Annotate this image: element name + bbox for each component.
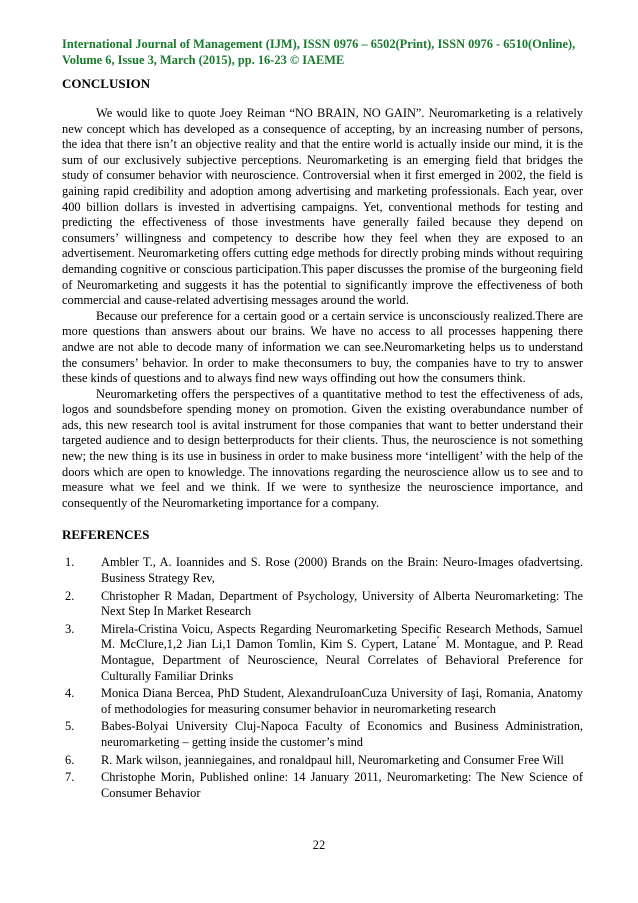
reference-number: 7.	[65, 770, 75, 785]
conclusion-paragraph-3: Neuromarketing offers the perspectives of a quantitative method to test the effectiveness of ads, logos and soundsbefore spending money on promotion. Given the existing overabundance number of ads, this new research tool is avital instrument for those companies that want to better understand their targeted audience and to design betterproducts for their clients. Thus, the neuroscience is not something new; the new thing is its use in business in order to make business more ‘intelligent’ with the help of the doors which are open to knowledge. The innovations regarding the neuroscience allow us to see and to measure what we feel and we think. If we were to synthesize the neuroscience importance, and consequently of the Neuromarketing importance for a company.	[62, 386, 583, 510]
reference-text: Monica Diana Bercea, PhD Student, AlexandruIoanCuza University of Iaşi, Romania, Anatomy of methodologies for measuring consumer behavior in neuromarketing research	[101, 686, 583, 716]
reference-text: R. Mark wilson, jeanniegaines, and ronaldpaul hill, Neuromarketing and Consumer Free Will	[101, 752, 564, 767]
reference-item	[62, 589, 583, 620]
page-number: 22	[312, 838, 326, 852]
journal-header	[62, 36, 583, 68]
reference-text: Christophe Morin, Published online: 14 January 2011, Neuromarketing: The New Science of Consumer Behavior	[101, 770, 583, 800]
reference-number: 4.	[65, 686, 75, 701]
reference-item	[62, 753, 583, 769]
references-heading: REFERENCES	[62, 527, 150, 543]
reference-item	[62, 686, 583, 717]
reference-number: 6.	[65, 752, 75, 767]
reference-number: 2.	[65, 588, 75, 603]
reference-text: Babes-Bolyai University Cluj-Napoca Faculty of Economics and Business Administration, neuromarketing – getting inside the customer’s mind	[101, 719, 583, 749]
conclusion-paragraph-2: Because our preference for a certain good or a certain service is unconsciously realized.There are more questions than answers about our brains. We have no access to all processes happening there andwe are not able to decode many of information we can see.Neuromarketing helps us to understand the consumers’ behavior. In order to make theconsumers to buy, the companies have to try to answer these kinds of questions and to always find new ways offinding out how the consumers think.	[62, 308, 583, 386]
reference-text: Christopher R Madan, Department of Psychology, University of Alberta Neuromarketing: The Next Step In Market Research	[101, 588, 583, 619]
conclusion-paragraph-1: We would like to quote Joey Reiman “NO BRAIN, NO GAIN”. Neuromarketing is a relatively new concept which has developed as a consequence of accepting, by an increasing number of persons, the idea that there isn’t an objective reality and that the entire world is actually inside our mind, it is the sum of our exclusively subjective perceptions. Neuromarketing is an emerging field that bridges the study of consumer behavior with neuroscience. Controversial when it first emerged in 2002, the field is gaining rapid credibility and adoption among advertising and marketing professionals. Each year, over 400 billion dollars is invested in advertising campaigns. Yet, conventional methods for testing and predicting the effectiveness of those investments have generally failed because they depend on consumers’ willingness and competency to describe how they feel when they are exposed to an advertisement. Neuromarketing offers cutting edge methods for directly probing minds without requiring demanding cognitive or conscious participation.This paper discusses the promise of the burgeoning field of Neuromarketing and suggests it has the potential to significantly improve the effectiveness of both commercial and cause-related advertising messages around the world.	[62, 106, 583, 308]
reference-item	[62, 622, 583, 684]
reference-number: 3.	[65, 621, 75, 636]
conclusion-heading: CONCLUSION	[62, 76, 151, 91]
conclusion-body	[62, 106, 583, 511]
reference-item	[62, 770, 583, 801]
reference-number: 1.	[65, 555, 75, 570]
reference-item	[62, 555, 583, 586]
reference-text: Mirela-Cristina Voicu, Aspects Regarding Neuromarketing Specific Research Methods, Samuel M. McClure,1,2 Jian Li,1 Damon Tomlin, Kim S. Cypert, Latane ́ M. Montague, and P. Read Montague, Department of Neuroscience, Neural Correlates of Behavioral Preference for Culturally Familiar Drinks	[101, 621, 583, 683]
reference-item	[62, 719, 583, 750]
journal-header-line-2: Volume 6, Issue 3, March (2015), pp. 16-23 © IAEME	[62, 53, 345, 67]
reference-number: 5.	[65, 719, 75, 734]
references-list	[62, 555, 583, 801]
reference-text: Ambler T., A. Ioannides and S. Rose (2000) Brands on the Brain: Neuro-Images ofadvertsing. Business Strategy Rev,	[101, 555, 583, 586]
journal-header-line-1: International Journal of Management (IJM), ISSN 0976 – 6502(Print), ISSN 0976 - 6510(Online),	[62, 37, 576, 51]
